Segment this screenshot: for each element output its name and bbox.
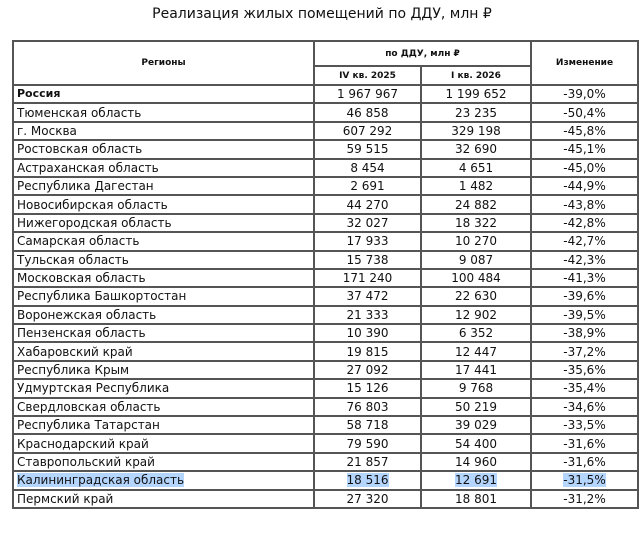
table-row	[13, 159, 638, 177]
change-cell	[531, 434, 638, 452]
table-row	[13, 287, 638, 305]
q1-2026-cell-text: 10 270	[455, 234, 497, 249]
region-cell-text: Республика Крым	[17, 363, 130, 378]
q4-2025-cell-text: 607 292	[342, 123, 393, 138]
q1-2026-cell	[421, 416, 531, 434]
q1-2026-cell-text: 32 690	[455, 142, 497, 157]
table-body	[13, 85, 638, 508]
q1-2026-cell-text: 39 029	[455, 418, 497, 433]
change-cell	[531, 416, 638, 434]
q1-2026-cell-text: 12 902	[455, 307, 497, 322]
change-cell	[531, 287, 638, 305]
table-row	[13, 398, 638, 416]
table-row	[13, 232, 638, 250]
region-cell-text: Воронежская область	[17, 307, 157, 322]
region-cell-text: Республика Дагестан	[17, 179, 154, 194]
q1-2026-cell-text: 9 087	[458, 252, 494, 267]
change-cell	[531, 453, 638, 471]
q4-2025-cell	[314, 416, 421, 434]
change-cell	[531, 195, 638, 213]
change-cell-text: -42,8%	[563, 215, 606, 230]
region-cell	[13, 379, 314, 397]
q1-2026-cell	[421, 398, 531, 416]
region-cell	[13, 416, 314, 434]
q1-2026-cell	[421, 177, 531, 195]
q1-2026-cell-text: 18 801	[455, 491, 497, 506]
change-cell	[531, 324, 638, 342]
change-cell	[531, 140, 638, 158]
q4-2025-cell-text: 76 803	[346, 399, 389, 414]
q4-2025-cell-text: 59 515	[346, 142, 389, 157]
q1-2026-cell-text: 17 441	[455, 363, 497, 378]
q4-2025-cell	[314, 398, 421, 416]
region-cell	[13, 269, 314, 287]
table-row	[13, 269, 638, 287]
q4-2025-cell-text: 171 240	[342, 271, 393, 286]
change-cell	[531, 251, 638, 269]
region-cell-text: Нижегородская область	[17, 215, 172, 230]
q1-2026-cell-text: 4 651	[458, 160, 494, 175]
region-cell-text: Хабаровский край	[17, 344, 133, 359]
region-cell-text: Новосибирская область	[17, 197, 168, 212]
q4-2025-cell-text: 32 027	[346, 215, 389, 230]
change-cell-text: -45,8%	[563, 123, 606, 138]
region-cell	[13, 232, 314, 250]
change-cell-text: -39,6%	[563, 289, 606, 304]
q4-2025-cell	[314, 324, 421, 342]
q1-2026-cell	[421, 434, 531, 452]
q1-2026-cell-text: 23 235	[455, 105, 497, 120]
q4-2025-cell	[314, 122, 421, 140]
change-cell-text: -31,6%	[563, 455, 606, 469]
table-row	[13, 103, 638, 121]
region-cell-text: Астраханская область	[17, 160, 159, 175]
change-cell-text: -45,0%	[563, 160, 606, 175]
change-cell	[531, 361, 638, 379]
change-cell-text: -39,5%	[563, 307, 606, 322]
table-row	[13, 416, 638, 434]
q4-2025-cell-text: 10 390	[346, 326, 389, 341]
change-cell	[531, 214, 638, 232]
change-cell-text: -45,1%	[563, 142, 606, 157]
change-cell-text: -50,4%	[563, 105, 606, 120]
q1-2026-cell	[421, 195, 531, 213]
change-cell	[531, 471, 638, 489]
q4-2025-cell	[314, 471, 421, 489]
q1-2026-cell	[421, 306, 531, 324]
change-cell-text: -38,9%	[563, 326, 606, 341]
header-regions: Регионы	[13, 41, 314, 85]
table-row	[13, 361, 638, 379]
q4-2025-cell-text: 2 691	[350, 179, 385, 194]
table-row	[13, 379, 638, 397]
change-cell-text: -31,5%	[563, 473, 606, 488]
table-row	[13, 195, 638, 213]
table-row	[13, 342, 638, 360]
q1-2026-cell-text: 1 199 652	[445, 87, 507, 102]
change-cell	[531, 306, 638, 324]
change-cell-text: -33,5%	[563, 418, 606, 433]
table-row	[13, 453, 638, 471]
q1-2026-cell-text: 329 198	[451, 123, 501, 138]
table-title: Реализация жилых помещений по ДДУ, млн ₽	[152, 6, 492, 22]
q4-2025-cell-text: 18 516	[346, 473, 389, 488]
change-cell	[531, 85, 638, 103]
change-cell	[531, 379, 638, 397]
q4-2025-cell	[314, 287, 421, 305]
region-cell-text: Свердловская область	[17, 399, 161, 414]
q1-2026-cell	[421, 85, 531, 103]
q4-2025-cell-text: 21 333	[346, 307, 389, 322]
region-cell	[13, 471, 314, 489]
region-cell-text: Пензенская область	[17, 326, 146, 341]
table-row	[13, 214, 638, 232]
region-cell	[13, 398, 314, 416]
region-cell	[13, 103, 314, 121]
q1-2026-cell	[421, 453, 531, 471]
q4-2025-cell	[314, 306, 421, 324]
region-cell-text: Тюменская область	[17, 105, 142, 120]
q1-2026-cell	[421, 159, 531, 177]
change-cell-text: -34,6%	[563, 399, 606, 414]
q1-2026-cell	[421, 103, 531, 121]
region-cell-text: Россия	[17, 87, 61, 101]
table-row	[13, 324, 638, 342]
table-row	[13, 306, 638, 324]
table-row	[13, 85, 638, 103]
q4-2025-cell-text: 27 092	[346, 363, 389, 378]
change-cell-text: -35,6%	[563, 363, 606, 378]
q4-2025-cell-text: 21 857	[346, 455, 389, 469]
q4-2025-cell	[314, 251, 421, 269]
q4-2025-cell-text: 1 967 967	[336, 87, 399, 102]
q1-2026-cell	[421, 342, 531, 360]
q4-2025-cell	[314, 177, 421, 195]
q4-2025-cell-text: 58 718	[346, 418, 389, 433]
change-cell-text: -42,7%	[563, 234, 606, 249]
region-cell-text: Самарская область	[17, 234, 140, 249]
region-cell	[13, 177, 314, 195]
region-cell-text: Московская область	[17, 271, 146, 286]
region-cell	[13, 306, 314, 324]
change-cell-text: -31,6%	[563, 436, 606, 451]
q1-2026-cell-text: 22 630	[455, 289, 497, 304]
q1-2026-cell	[421, 269, 531, 287]
table-row	[13, 434, 638, 452]
q1-2026-cell-text: 18 322	[455, 215, 497, 230]
change-cell	[531, 122, 638, 140]
q1-2026-cell-text: 12 691	[455, 473, 497, 488]
q4-2025-cell-text: 8 454	[350, 160, 385, 175]
q1-2026-cell	[421, 324, 531, 342]
region-cell-text: Республика Башкортостан	[17, 289, 187, 304]
table-row	[13, 140, 638, 158]
q4-2025-cell	[314, 361, 421, 379]
table-row	[13, 177, 638, 195]
region-cell	[13, 342, 314, 360]
q4-2025-cell	[314, 453, 421, 471]
region-cell-text: Тульская область	[17, 252, 129, 267]
region-cell-text: г. Москва	[17, 123, 77, 138]
table-row	[13, 251, 638, 269]
q1-2026-cell-text: 9 768	[458, 381, 494, 396]
q4-2025-cell	[314, 159, 421, 177]
q4-2025-cell-text: 79 590	[346, 436, 389, 451]
region-cell-text: Республика Татарстан	[17, 418, 160, 433]
table-row	[13, 122, 638, 140]
q4-2025-cell-text: 15 738	[346, 252, 389, 267]
q1-2026-cell	[421, 471, 531, 489]
region-cell	[13, 195, 314, 213]
q1-2026-cell	[421, 251, 531, 269]
q1-2026-cell	[421, 379, 531, 397]
change-cell	[531, 103, 638, 121]
region-cell	[13, 287, 314, 305]
q1-2026-cell-text: 54 400	[455, 436, 497, 451]
region-cell	[13, 361, 314, 379]
change-cell	[531, 342, 638, 360]
region-cell	[13, 85, 314, 103]
q4-2025-cell	[314, 434, 421, 452]
q4-2025-cell	[314, 490, 421, 508]
region-cell	[13, 453, 314, 471]
q1-2026-cell	[421, 232, 531, 250]
q4-2025-cell-text: 17 933	[346, 234, 389, 249]
q4-2025-cell	[314, 195, 421, 213]
q4-2025-cell	[314, 103, 421, 121]
region-cell	[13, 434, 314, 452]
change-cell	[531, 232, 638, 250]
q1-2026-cell	[421, 122, 531, 140]
q1-2026-cell-text: 12 447	[455, 344, 497, 359]
q4-2025-cell	[314, 269, 421, 287]
change-cell	[531, 159, 638, 177]
region-cell	[13, 122, 314, 140]
q1-2026-cell-text: 1 482	[458, 179, 494, 194]
q4-2025-cell	[314, 140, 421, 158]
region-cell	[13, 251, 314, 269]
header-q1-2026: I кв. 2026	[421, 66, 531, 85]
change-cell	[531, 177, 638, 195]
q4-2025-cell	[314, 232, 421, 250]
region-cell-text: Калининградская область	[17, 473, 185, 488]
q1-2026-cell	[421, 287, 531, 305]
table-row	[13, 471, 638, 489]
q1-2026-cell	[421, 140, 531, 158]
regions-table	[12, 40, 639, 509]
q4-2025-cell-text: 19 815	[346, 344, 389, 359]
q4-2025-cell	[314, 214, 421, 232]
region-cell-text: Ставропольский край	[17, 455, 155, 469]
q4-2025-cell	[314, 379, 421, 397]
q4-2025-cell-text: 44 270	[346, 197, 389, 212]
change-cell	[531, 490, 638, 508]
change-cell-text: -44,9%	[563, 179, 606, 194]
region-cell-text: Ростовская область	[17, 142, 143, 157]
header-group: по ДДУ, млн ₽	[314, 41, 531, 66]
q1-2026-cell-text: 6 352	[458, 326, 494, 341]
change-cell	[531, 269, 638, 287]
change-cell-text: -31,2%	[563, 491, 606, 506]
region-cell-text: Пермский край	[17, 491, 114, 506]
region-cell-text: Удмуртская Республика	[17, 381, 170, 396]
region-cell	[13, 490, 314, 508]
change-cell-text: -41,3%	[563, 271, 606, 286]
q1-2026-cell-text: 100 484	[451, 271, 501, 286]
region-cell	[13, 324, 314, 342]
table-row	[13, 490, 638, 508]
q1-2026-cell-text: 50 219	[455, 399, 497, 414]
q1-2026-cell	[421, 214, 531, 232]
q1-2026-cell-text: 24 882	[455, 197, 497, 212]
change-cell-text: -39,0%	[563, 87, 606, 102]
change-cell-text: -37,2%	[563, 344, 606, 359]
q4-2025-cell	[314, 85, 421, 103]
region-cell-text: Краснодарский край	[17, 436, 149, 451]
change-cell-text: -42,3%	[563, 252, 606, 267]
q4-2025-cell-text: 27 320	[346, 491, 389, 506]
region-cell	[13, 159, 314, 177]
q4-2025-cell-text: 15 126	[346, 381, 389, 396]
header-q4-2025: IV кв. 2025	[314, 66, 421, 85]
q1-2026-cell	[421, 361, 531, 379]
q4-2025-cell-text: 37 472	[346, 289, 389, 304]
q1-2026-cell	[421, 490, 531, 508]
region-cell	[13, 214, 314, 232]
q4-2025-cell	[314, 342, 421, 360]
q4-2025-cell-text: 46 858	[346, 105, 389, 120]
q1-2026-cell-text: 14 960	[455, 455, 497, 469]
change-cell-text: -43,8%	[563, 197, 606, 212]
header-change: Изменение	[531, 41, 638, 85]
change-cell-text: -35,4%	[563, 381, 606, 396]
region-cell	[13, 140, 314, 158]
change-cell	[531, 398, 638, 416]
